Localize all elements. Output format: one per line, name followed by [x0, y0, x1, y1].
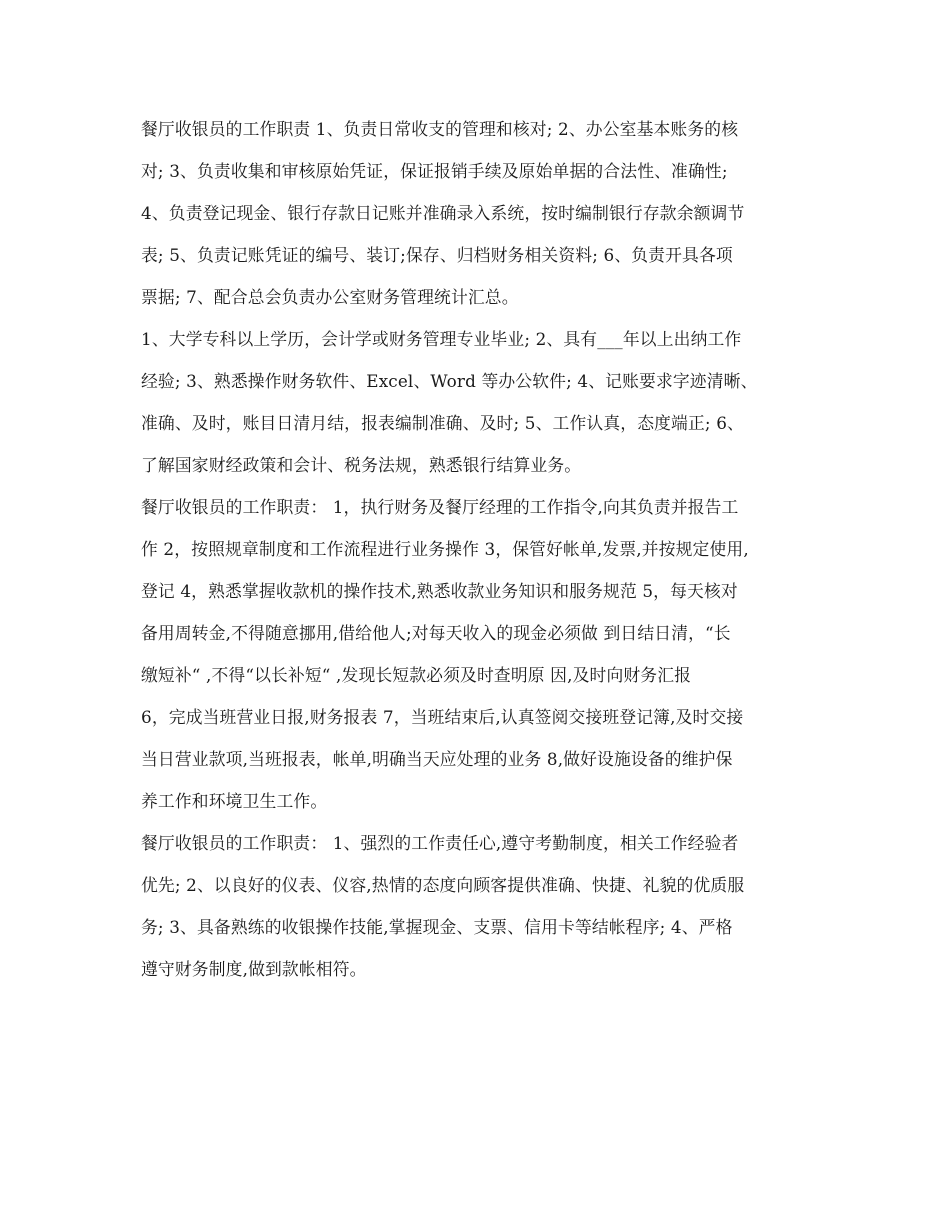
text-line: 餐厅收银员的工作职责 1、负责日常收支的管理和核对; 2、办公室基本账务的核 — [141, 119, 739, 139]
text-line: 优先; 2、以良好的仪表、仪容,热情的态度向顾客提供准确、快捷、礼貌的优质服 — [141, 875, 745, 895]
text-line: 作 2，按照规章制度和工作流程进行业务操作 3，保管好帐单,发票,并按规定使用, — [141, 539, 749, 559]
text-line: 对; 3、负责收集和审核原始凭证，保证报销手续及原始单据的合法性、准确性; — [141, 161, 728, 181]
text-line: 准确、及时，账目日清月结，报表编制准确、及时; 5、工作认真，态度端正; 6、 — [141, 413, 744, 433]
text-line: 经验; 3、熟悉操作财务软件、Excel、Word 等办公软件; 4、记账要求字迹清晰、 — [141, 371, 758, 391]
text-line: 缴短补“ ,不得“以长补短“ ,发现长短款必须及时查明原 因,及时向财务汇报 — [141, 665, 692, 685]
text-line: 登记 4，熟悉掌握收款机的操作技术,熟悉收款业务知识和服务规范 5，每天核对 — [141, 581, 738, 601]
document-body — [141, 108, 809, 990]
text-line: 遵守财务制度,做到款帐相符。 — [141, 959, 367, 979]
text-line: 4、负责登记现金、银行存款日记账并准确录入系统，按时编制银行存款余额调节 — [141, 203, 745, 223]
text-line: 了解国家财经政策和会计、税务法规，熟悉银行结算业务。 — [141, 455, 582, 475]
text-line: 票据; 7、配合总会负责办公室财务管理统计汇总。 — [141, 287, 519, 307]
text-line: 6，完成当班营业日报,财务报表 7，当班结束后,认真签阅交接班登记簿,及时交接 — [141, 707, 744, 727]
text-line: 当日营业款项,当班报表，帐单,明确当天应处理的业务 8,做好设施设备的维护保 — [141, 749, 733, 769]
text-line: 1、大学专科以上学历，会计学或财务管理专业毕业; 2、具有___年以上出纳工作 — [141, 329, 742, 349]
text-line: 餐厅收银员的工作职责： 1，执行财务及餐厅经理的工作指令,向其负责并报告工 — [141, 497, 739, 517]
text-line: 备用周转金,不得随意挪用,借给他人;对每天收入的现金必须做 到日结日清，“长 — [141, 623, 731, 643]
text-line: 餐厅收银员的工作职责： 1、强烈的工作责任心,遵守考勤制度，相关工作经验者 — [141, 833, 739, 853]
text-line: 务; 3、具备熟练的收银操作技能,掌握现金、支票、信用卡等结帐程序; 4、严格 — [141, 917, 733, 937]
text-line: 养工作和环境卫生工作。 — [141, 791, 328, 811]
text-line: 表; 5、负责记账凭证的编号、装订;保存、归档财务相关资料; 6、负责开具各项 — [141, 245, 733, 265]
